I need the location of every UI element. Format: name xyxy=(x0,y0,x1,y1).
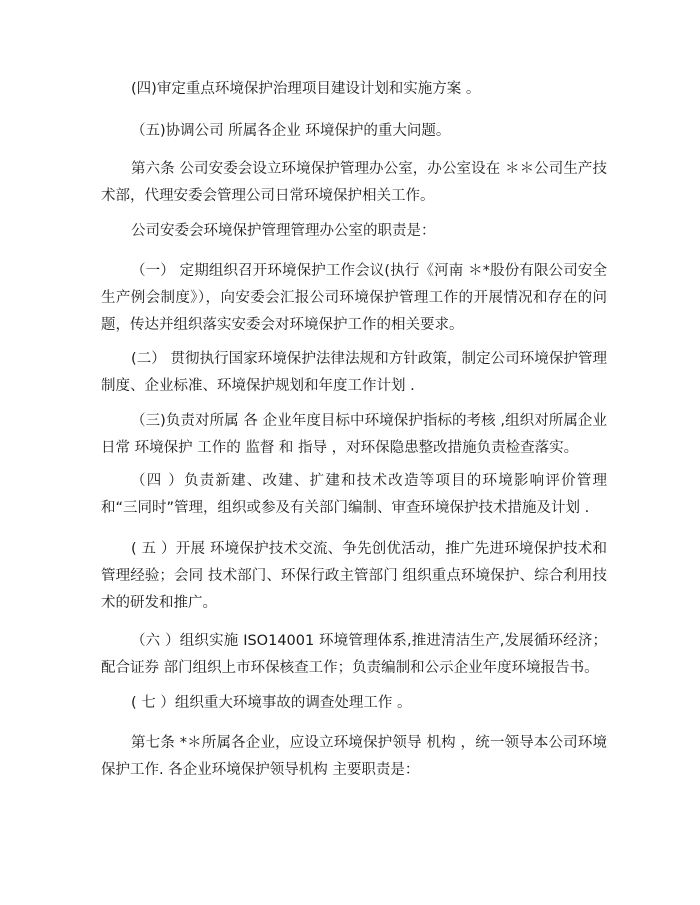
paragraph-duty-3: （三)负责对所属 各 企业年度目标中环境保护指标的考核 ,组织对所属企业日常 环境保护 工作的 监督 和 指导 ，对环保隐患整改措施负责检查落实。 xyxy=(101,413,607,456)
paragraph-duty-5: ( 五 ）开展 环境保护技术交流、争先创优活动，推广先进环境保护技术和管理经验；会同 技术部门、环保行政主管部门 组织重点环境保护、综合利用技术的研发和推广。 xyxy=(101,541,607,611)
paragraph-office-duties-heading: 公司安委会环境保护管理管理办公室的职责是： xyxy=(131,223,436,239)
paragraph-duty-1: （一） 定期组织召开环境保护工作会议(执行《河南 ＊*股份有限公司安全生产例会制度》），向安委会汇报公司环境保护管理工作的开展情况和存在的问题，传达并组织落实安委会对环境保护工作的相关要求。 xyxy=(101,263,607,333)
paragraph-coordinate-issues: （五)协调公司 所属各企业 环境保护的重大问题。 xyxy=(131,123,451,139)
paragraph-duty-6: （六 ）组织实施 ISO14001 环境管理体系,推进清洁生产,发展循环经济； 配合证券 部门组织上市环保核查工作；负责编制和公示企业年度环境报告书。 xyxy=(101,633,607,676)
paragraph-duty-4: （四 ）负责新建、改建、扩建和技术改造等项目的环境影响评价管理和“三同时”管理，组织或参及有关部门编制、审查环境保护技术措施及计划 . xyxy=(101,473,607,516)
paragraph-duty-7: ( 七 ）组织重大环境事故的调查处理工作 。 xyxy=(131,695,412,711)
paragraph-article-6: 第六条 公司安委会设立环境保护管理办公室，办公室设在 ＊＊公司生产技术部，代理安委会管理公司日常环境保护相关工作。 xyxy=(101,161,607,204)
paragraph-article-7: 第七条 *＊所属各企业，应设立环境保护领导 机构 ，统一领导本公司环境保护工作. 各企业环境保护领导机构 主要职责是： xyxy=(101,735,607,778)
paragraph-approve-plans: (四)审定重点环境保护治理项目建设计划和实施方案 。 xyxy=(131,81,481,97)
paragraph-duty-2: (二） 贯彻执行国家环境保护法律法规和方针政策，制定公司环境保护管理制度、企业标准、环境保护规划和年度工作计划 . xyxy=(101,351,607,394)
